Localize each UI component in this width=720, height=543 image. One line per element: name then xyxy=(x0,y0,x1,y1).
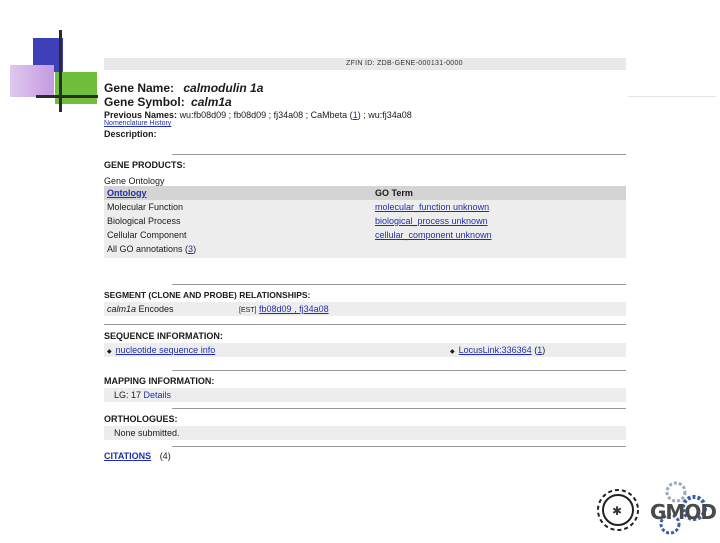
gene-symbol-value: calm1a xyxy=(191,95,232,109)
orthologues-value: None submitted. xyxy=(114,428,180,438)
decor-violet-square xyxy=(10,65,54,97)
divider xyxy=(172,408,626,409)
go-term-link[interactable]: biological_process unknown xyxy=(375,216,488,226)
table-row xyxy=(104,228,626,242)
gene-symbol-label: Gene Symbol: xyxy=(104,95,185,109)
previous-names xyxy=(104,110,626,120)
segment-row xyxy=(104,302,626,316)
segment-est-label: [EST] xyxy=(239,307,257,314)
gene-ontology-subtitle: Gene Ontology xyxy=(104,176,165,186)
gene-name-label: Gene Name: xyxy=(104,81,175,95)
segment-encodes: Encodes xyxy=(138,304,174,314)
gmod-logo-text: GMOD xyxy=(650,500,716,524)
divider xyxy=(172,446,626,447)
gene-name-line xyxy=(104,81,626,95)
lg-value: LG: 17 xyxy=(114,390,142,400)
table-row xyxy=(104,214,626,228)
nucleotide-sequence-link[interactable]: nucleotide sequence info xyxy=(115,345,216,355)
ontology-cell: Cellular Component xyxy=(107,230,187,240)
go-term-header: GO Term xyxy=(375,188,413,198)
all-go-close: ) xyxy=(193,244,197,254)
locus-ref-link[interactable]: 1 xyxy=(537,345,543,355)
locus-close: ) xyxy=(542,345,546,355)
decor-vertical-line xyxy=(59,30,62,112)
all-go-label: All GO annotations ( xyxy=(107,244,189,254)
bullet-icon: ◆ xyxy=(107,349,112,355)
mapping-details-link[interactable]: Details xyxy=(143,390,172,400)
bullet-icon: ◆ xyxy=(450,349,455,355)
gene-products-title: GENE PRODUCTS: xyxy=(104,160,186,170)
previous-names-value-tail: ) ; wu:fj34a08 xyxy=(357,110,412,120)
gmod-logo xyxy=(590,480,718,538)
nomenclature-history-link[interactable]: Nomenclature History xyxy=(104,120,172,127)
mapping-title: MAPPING INFORMATION: xyxy=(104,376,215,386)
divider xyxy=(104,324,626,325)
decor-faint-line xyxy=(628,96,716,97)
ontology-cell: Biological Process xyxy=(107,216,181,226)
all-go-annotations xyxy=(104,242,626,256)
divider xyxy=(172,284,626,285)
go-term-link[interactable]: cellular_component unknown xyxy=(375,230,492,240)
all-go-count-link[interactable]: 3 xyxy=(188,244,194,254)
go-table-header xyxy=(104,186,626,200)
gene-page xyxy=(104,58,626,461)
ontology-cell: Molecular Function xyxy=(107,202,184,212)
segment-clones-link[interactable]: fb08d09 , fj34a08 xyxy=(259,304,329,314)
go-term-link[interactable]: molecular_function unknown xyxy=(375,202,490,212)
previous-names-value: wu:fb08d09 ; fb08d09 ; fj34a08 ; CaMbeta ( xyxy=(179,110,353,120)
gene-name-value: calmodulin 1a xyxy=(183,81,264,95)
divider xyxy=(172,154,626,155)
sequence-row xyxy=(104,343,626,357)
citations-count: (4) xyxy=(159,451,171,461)
citations-link[interactable]: CITATIONS xyxy=(104,451,152,461)
svg-text:✱: ✱ xyxy=(612,504,623,518)
previous-names-ref-link[interactable]: 1 xyxy=(352,110,358,120)
sequence-title: SEQUENCE INFORMATION: xyxy=(104,331,223,341)
segment-symbol: calm1a xyxy=(107,304,137,314)
description-label: Description: xyxy=(104,129,157,139)
citations-line xyxy=(104,451,626,461)
zfin-id-bar xyxy=(104,58,626,70)
go-table xyxy=(104,186,626,258)
divider xyxy=(172,370,626,371)
table-row xyxy=(104,200,626,214)
locuslink-link[interactable]: LocusLink:336364 xyxy=(458,345,532,355)
locus-open: ( xyxy=(534,345,538,355)
orthologues-row xyxy=(104,426,626,440)
mapping-row xyxy=(104,388,626,402)
segment-title: SEGMENT (CLONE AND PROBE) RELATIONSHIPS: xyxy=(104,290,311,300)
decor-horizontal-line xyxy=(36,95,98,98)
gene-symbol-line xyxy=(104,95,626,109)
orthologues-title: ORTHOLOGUES: xyxy=(104,414,178,424)
previous-names-label: Previous Names: xyxy=(104,110,178,120)
ontology-header-link[interactable]: Ontology xyxy=(107,188,147,198)
zfin-id: ZFIN ID: ZDB-GENE-000131-0000 xyxy=(346,60,463,67)
